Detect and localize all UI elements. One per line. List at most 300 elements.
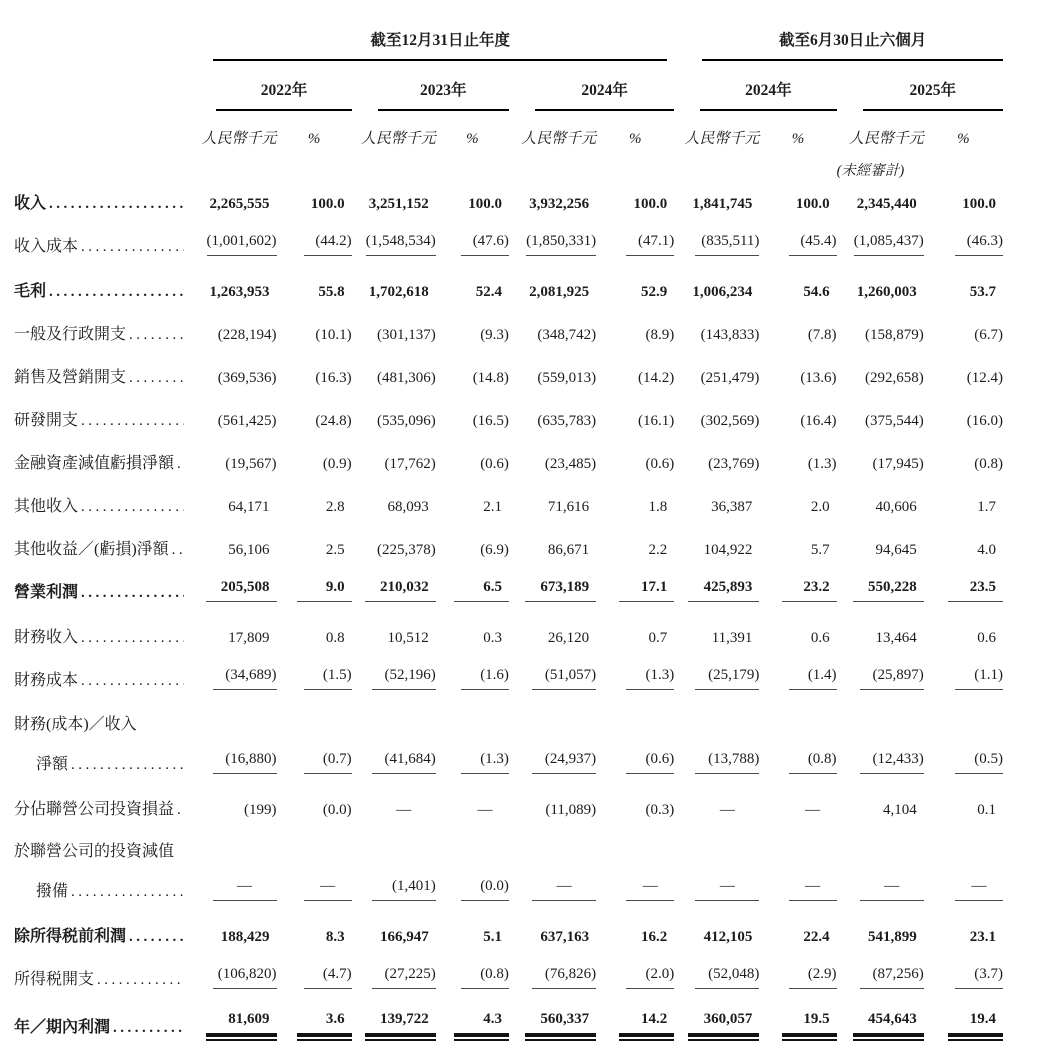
pct-cell (436, 868, 509, 913)
cell-value: — (626, 878, 674, 901)
value-cell (837, 956, 924, 1001)
pct-cell (277, 180, 352, 223)
pct-cell (596, 786, 674, 829)
pct-cell (924, 180, 1003, 223)
cell-value: — (213, 878, 277, 901)
row-label (14, 180, 190, 223)
value-cell (352, 440, 436, 483)
pct-cell (596, 223, 674, 268)
pct-cell (436, 786, 509, 829)
value-cell (837, 868, 924, 913)
cell-value: (51,057) (532, 667, 596, 690)
value-cell (190, 1001, 276, 1055)
pct-cell (924, 311, 1003, 354)
unaudited-note-row (14, 148, 1003, 180)
cell-value: 26,120 (547, 630, 590, 646)
value-cell (674, 397, 759, 440)
cell-value: 6.5 (454, 579, 509, 602)
value-cell (190, 913, 276, 956)
pct-cell (596, 483, 674, 526)
cell-value: 40,606 (875, 499, 917, 515)
cell-value: 17,809 (228, 630, 270, 646)
value-cell (674, 268, 759, 311)
pct-cell (924, 657, 1003, 702)
pct-cell (436, 657, 509, 702)
cell-value: (375,544) (864, 413, 924, 429)
cell-value: 19.5 (782, 1011, 837, 1037)
cell-value: — (719, 802, 735, 818)
cell-value: (1.4) (789, 667, 837, 690)
table-row (14, 868, 1003, 913)
cell-value: 4.3 (454, 1011, 509, 1037)
cell-value: — (477, 802, 493, 818)
cell-value: (8.9) (645, 327, 675, 343)
spacer-cell (14, 61, 190, 111)
cell-value: (559,013) (537, 370, 597, 386)
table-row (14, 397, 1003, 440)
row-label (14, 440, 190, 483)
dot-leader (81, 412, 184, 430)
value-cell (837, 440, 924, 483)
table-row (14, 180, 1003, 223)
cell-value: 56,106 (228, 542, 270, 558)
dot-leader (81, 498, 184, 516)
value-cell (509, 526, 596, 569)
cell-value: (16.0) (966, 413, 1003, 429)
row-label-text: 所得税開支 (14, 971, 95, 988)
row-label-text: 毛利 (14, 283, 47, 300)
pct-cell (924, 268, 1003, 311)
pct-cell (277, 569, 352, 614)
cell-value: (251,479) (700, 370, 760, 386)
row-label (14, 614, 190, 657)
cell-value: (106,820) (213, 966, 277, 989)
cell-value: (52,048) (695, 966, 759, 989)
cell-value: 81,609 (206, 1011, 277, 1037)
cell-value: — (695, 878, 759, 901)
cell-value: 23.2 (782, 579, 837, 602)
row-label-text: 年／期內利潤 (14, 1019, 111, 1036)
cell-value: — (789, 878, 837, 901)
pct-cell (436, 311, 509, 354)
value-cell (190, 526, 276, 569)
cell-value: 1,702,618 (368, 284, 429, 300)
cell-value: (1,401) (372, 878, 436, 901)
pct-cell (277, 657, 352, 702)
row-label-text: 一般及行政開支 (14, 326, 127, 343)
cell-value: 2,345,440 (856, 196, 917, 212)
pct-cell (759, 657, 836, 702)
cell-value: 23.1 (969, 929, 996, 945)
cell-value: (12,433) (860, 751, 924, 774)
pct-cell (436, 397, 509, 440)
value-cell (352, 268, 436, 311)
value-cell (352, 223, 436, 268)
pct-cell (759, 526, 836, 569)
pct-cell (436, 268, 509, 311)
table-row (14, 786, 1003, 829)
pct-cell (436, 526, 509, 569)
row-label (14, 1001, 190, 1055)
cell-value: (292,658) (864, 370, 924, 386)
table-row (14, 657, 1003, 702)
cell-value: (16,880) (213, 751, 277, 774)
value-cell (674, 657, 759, 702)
pct-cell (596, 354, 674, 397)
cell-value: — (805, 802, 821, 818)
table-row (14, 1001, 1003, 1055)
cell-value: (7.8) (807, 327, 837, 343)
table-body (14, 180, 1003, 1055)
pct-cell (436, 223, 509, 268)
cell-value: (1.1) (955, 667, 1003, 690)
table-row (14, 223, 1003, 268)
row-label (14, 311, 190, 354)
cell-value: (1,548,534) (366, 233, 436, 256)
pct-header: % (466, 131, 479, 147)
unit-header: 人民幣千元 (360, 131, 436, 147)
value-cell (352, 956, 436, 1001)
cell-value: 100.0 (633, 196, 668, 212)
cell-value: (225,378) (377, 542, 436, 558)
value-cell (352, 786, 436, 829)
dot-leader (81, 672, 184, 690)
cell-value: 0.3 (483, 630, 502, 646)
row-label-text: 財務成本 (14, 672, 79, 689)
row-label-text: 財務收入 (14, 629, 79, 646)
cell-value: (17,945) (872, 456, 924, 472)
pct-cell (924, 483, 1003, 526)
pct-cell (277, 354, 352, 397)
cell-value: (87,256) (860, 966, 924, 989)
pct-cell (277, 786, 352, 829)
cell-value: (25,179) (695, 667, 759, 690)
value-cell (674, 526, 759, 569)
cell-value: (1.6) (461, 667, 509, 690)
value-cell (837, 614, 924, 657)
table-row (14, 268, 1003, 311)
pct-cell (924, 868, 1003, 913)
value-cell (509, 397, 596, 440)
value-cell (509, 180, 596, 223)
cell-value: (0.0) (322, 802, 352, 818)
dot-leader (49, 283, 184, 301)
value-cell (837, 180, 924, 223)
value-cell (352, 1001, 436, 1055)
table-row (14, 440, 1003, 483)
pct-cell (277, 311, 352, 354)
cell-value: 5.1 (483, 929, 502, 945)
value-cell (190, 180, 276, 223)
cell-value: (3.7) (955, 966, 1003, 989)
cell-value: 454,643 (853, 1011, 924, 1037)
cell-value: 2.8 (325, 499, 345, 515)
pct-header: % (628, 131, 642, 147)
cell-value: (10.1) (315, 327, 352, 343)
dot-leader (81, 238, 184, 256)
pct-cell (436, 354, 509, 397)
value-cell (674, 868, 759, 913)
financial-summary-table (14, 24, 1003, 1055)
cell-value: (1,001,602) (207, 233, 277, 256)
cell-value: 1.7 (977, 499, 996, 515)
pct-cell (759, 223, 836, 268)
value-cell (837, 483, 924, 526)
row-label (14, 223, 190, 268)
row-label (14, 956, 190, 1001)
pct-cell (436, 569, 509, 614)
cell-value: 0.8 (325, 630, 345, 646)
value-cell (190, 786, 276, 829)
value-cell (674, 311, 759, 354)
value-cell (674, 354, 759, 397)
cell-value: (301,137) (377, 327, 436, 343)
cell-value: 36,387 (711, 499, 753, 515)
row-label-text: 收入成本 (14, 238, 79, 255)
table-row (14, 741, 1003, 786)
pct-cell (596, 440, 674, 483)
cell-value: 10,512 (387, 630, 429, 646)
cell-value: (481,306) (377, 370, 436, 386)
cell-value: 53.7 (969, 284, 996, 300)
cell-value: (158,879) (864, 327, 924, 343)
value-cell (509, 913, 596, 956)
value-cell (837, 741, 924, 786)
row-label (14, 657, 190, 702)
cell-value: 210,032 (365, 579, 436, 602)
cell-value: 55.8 (318, 284, 345, 300)
value-cell (509, 483, 596, 526)
cell-value: 2,265,555 (209, 196, 270, 212)
spacer-cell (14, 148, 837, 180)
pct-cell (759, 354, 836, 397)
value-cell (352, 526, 436, 569)
row-label-text: 其他收益／(虧損)淨額 (14, 541, 169, 558)
pct-cell (596, 868, 674, 913)
cell-value: — (396, 802, 412, 818)
cell-value: — (955, 878, 1003, 901)
year-header-2025-interim: 2025年 (837, 61, 1003, 111)
cell-value: 3,932,256 (529, 196, 590, 212)
table-row (14, 956, 1003, 1001)
pct-cell (596, 311, 674, 354)
pct-cell (277, 614, 352, 657)
period-group-row (14, 24, 1003, 61)
row-label-text: 分佔聯營公司投資損益 (14, 801, 175, 818)
pct-header: % (307, 131, 321, 147)
unit-header-row (14, 111, 1003, 148)
cell-value: (11,089) (545, 802, 597, 818)
pct-cell (759, 483, 836, 526)
value-cell (190, 657, 276, 702)
cell-value: (369,536) (217, 370, 277, 386)
cell-value: 2.0 (810, 499, 830, 515)
year-header-row (14, 61, 1003, 111)
pct-cell (924, 526, 1003, 569)
cell-value: (17,762) (384, 456, 436, 472)
pct-cell (436, 913, 509, 956)
pct-cell (759, 868, 836, 913)
table-row (14, 526, 1003, 569)
cell-value: (16.1) (638, 413, 675, 429)
value-cell (674, 1001, 759, 1055)
pct-cell (924, 1001, 1003, 1055)
pct-cell (924, 786, 1003, 829)
value-cell (674, 440, 759, 483)
value-cell (837, 1001, 924, 1055)
cell-value: (535,096) (377, 413, 436, 429)
dot-leader (177, 801, 184, 819)
dot-leader (129, 928, 184, 946)
value-cell (509, 657, 596, 702)
value-cell (674, 956, 759, 1001)
cell-value: (348,742) (537, 327, 597, 343)
pct-cell (759, 741, 836, 786)
cell-value: (24,937) (532, 751, 596, 774)
pct-cell (277, 268, 352, 311)
cell-value: 1.8 (648, 499, 668, 515)
cell-value: (1,850,331) (526, 233, 596, 256)
row-label-text: 淨額 (36, 756, 69, 773)
cell-value: (76,826) (532, 966, 596, 989)
cell-value: 100.0 (310, 196, 345, 212)
cell-value: 0.6 (977, 630, 996, 646)
cell-value: 166,947 (380, 929, 429, 945)
cell-value: 8.3 (325, 929, 345, 945)
cell-value: (24.8) (315, 413, 352, 429)
cell-value: 16.2 (641, 929, 668, 945)
value-cell (674, 786, 759, 829)
unit-header: 人民幣千元 (848, 131, 924, 147)
cell-value: (19,567) (225, 456, 277, 472)
pct-cell (924, 614, 1003, 657)
pct-cell (277, 526, 352, 569)
cell-value: 412,105 (703, 929, 753, 945)
cell-value: (6.7) (974, 327, 1003, 343)
cell-value: (13,788) (695, 751, 759, 774)
cell-value: 5.7 (810, 542, 830, 558)
value-cell (509, 223, 596, 268)
cell-value: (47.6) (461, 233, 509, 256)
cell-value: 52.9 (641, 284, 668, 300)
period-group-label: 截至6月30日止六個月 (702, 28, 1003, 61)
row-label (14, 569, 190, 614)
row-label-text: 金融資產減值虧損淨額 (14, 455, 175, 472)
value-cell (509, 786, 596, 829)
year-header-2022: 2022年 (190, 61, 351, 111)
cell-value: (0.6) (480, 456, 509, 472)
spacer-cell (14, 111, 190, 148)
value-cell (509, 614, 596, 657)
value-cell (190, 868, 276, 913)
pct-cell (759, 311, 836, 354)
pct-cell (277, 440, 352, 483)
cell-value: 2.5 (325, 542, 345, 558)
pct-cell (924, 354, 1003, 397)
cell-value: 0.6 (810, 630, 830, 646)
cell-value: 2,081,925 (529, 284, 590, 300)
pct-cell (596, 614, 674, 657)
cell-value: 637,163 (540, 929, 590, 945)
cell-value: (2.0) (626, 966, 674, 989)
cell-value: 4,104 (882, 802, 917, 818)
year-header-2024: 2024年 (509, 61, 674, 111)
pct-cell (436, 956, 509, 1001)
row-label (14, 741, 190, 786)
table-row (14, 702, 1003, 741)
table-row (14, 569, 1003, 614)
row-label (14, 702, 1003, 741)
value-cell (352, 483, 436, 526)
row-label-text: 營業利潤 (14, 584, 79, 601)
value-cell (837, 354, 924, 397)
cell-value: 52.4 (475, 284, 502, 300)
pct-cell (436, 440, 509, 483)
unaudited-note: (未經審計) (836, 163, 905, 179)
value-cell (190, 223, 276, 268)
pct-cell (759, 268, 836, 311)
unit-header: 人民幣千元 (684, 131, 760, 147)
row-label (14, 483, 190, 526)
cell-value: (561,425) (217, 413, 277, 429)
table-row (14, 483, 1003, 526)
dot-leader (177, 455, 184, 473)
pct-cell (277, 741, 352, 786)
cell-value: (4.7) (304, 966, 352, 989)
cell-value: (0.5) (955, 751, 1003, 774)
value-cell (509, 311, 596, 354)
cell-value: 9.0 (297, 579, 352, 602)
spacer-cell (14, 24, 190, 61)
cell-value: (0.0) (461, 878, 509, 901)
value-cell (190, 741, 276, 786)
pct-cell (596, 526, 674, 569)
table-row (14, 913, 1003, 956)
pct-cell (924, 440, 1003, 483)
dot-leader (81, 584, 184, 602)
value-cell (509, 868, 596, 913)
cell-value: 68,093 (387, 499, 429, 515)
dot-leader (81, 629, 184, 647)
cell-value: (23,769) (708, 456, 760, 472)
value-cell (674, 569, 759, 614)
cell-value: 541,899 (867, 929, 917, 945)
row-label-text: 收入 (14, 195, 47, 212)
row-label-text: 財務(成本)／收入 (14, 716, 137, 733)
pct-cell (436, 483, 509, 526)
row-label (14, 868, 190, 913)
cell-value: 3.6 (297, 1011, 352, 1037)
pct-cell (759, 1001, 836, 1055)
cell-value: (14.8) (472, 370, 509, 386)
cell-value: (46.3) (955, 233, 1003, 256)
dot-leader (97, 971, 184, 989)
value-cell (674, 741, 759, 786)
cell-value: 4.0 (977, 542, 996, 558)
pct-cell (277, 956, 352, 1001)
pct-cell (596, 397, 674, 440)
cell-value: (47.1) (626, 233, 674, 256)
cell-value: (45.4) (789, 233, 837, 256)
value-cell (352, 354, 436, 397)
cell-value: (2.9) (789, 966, 837, 989)
value-cell (190, 397, 276, 440)
period-group-annual (190, 24, 674, 61)
pct-cell (277, 913, 352, 956)
value-cell (190, 311, 276, 354)
pct-cell (277, 483, 352, 526)
pct-header: % (791, 131, 805, 147)
